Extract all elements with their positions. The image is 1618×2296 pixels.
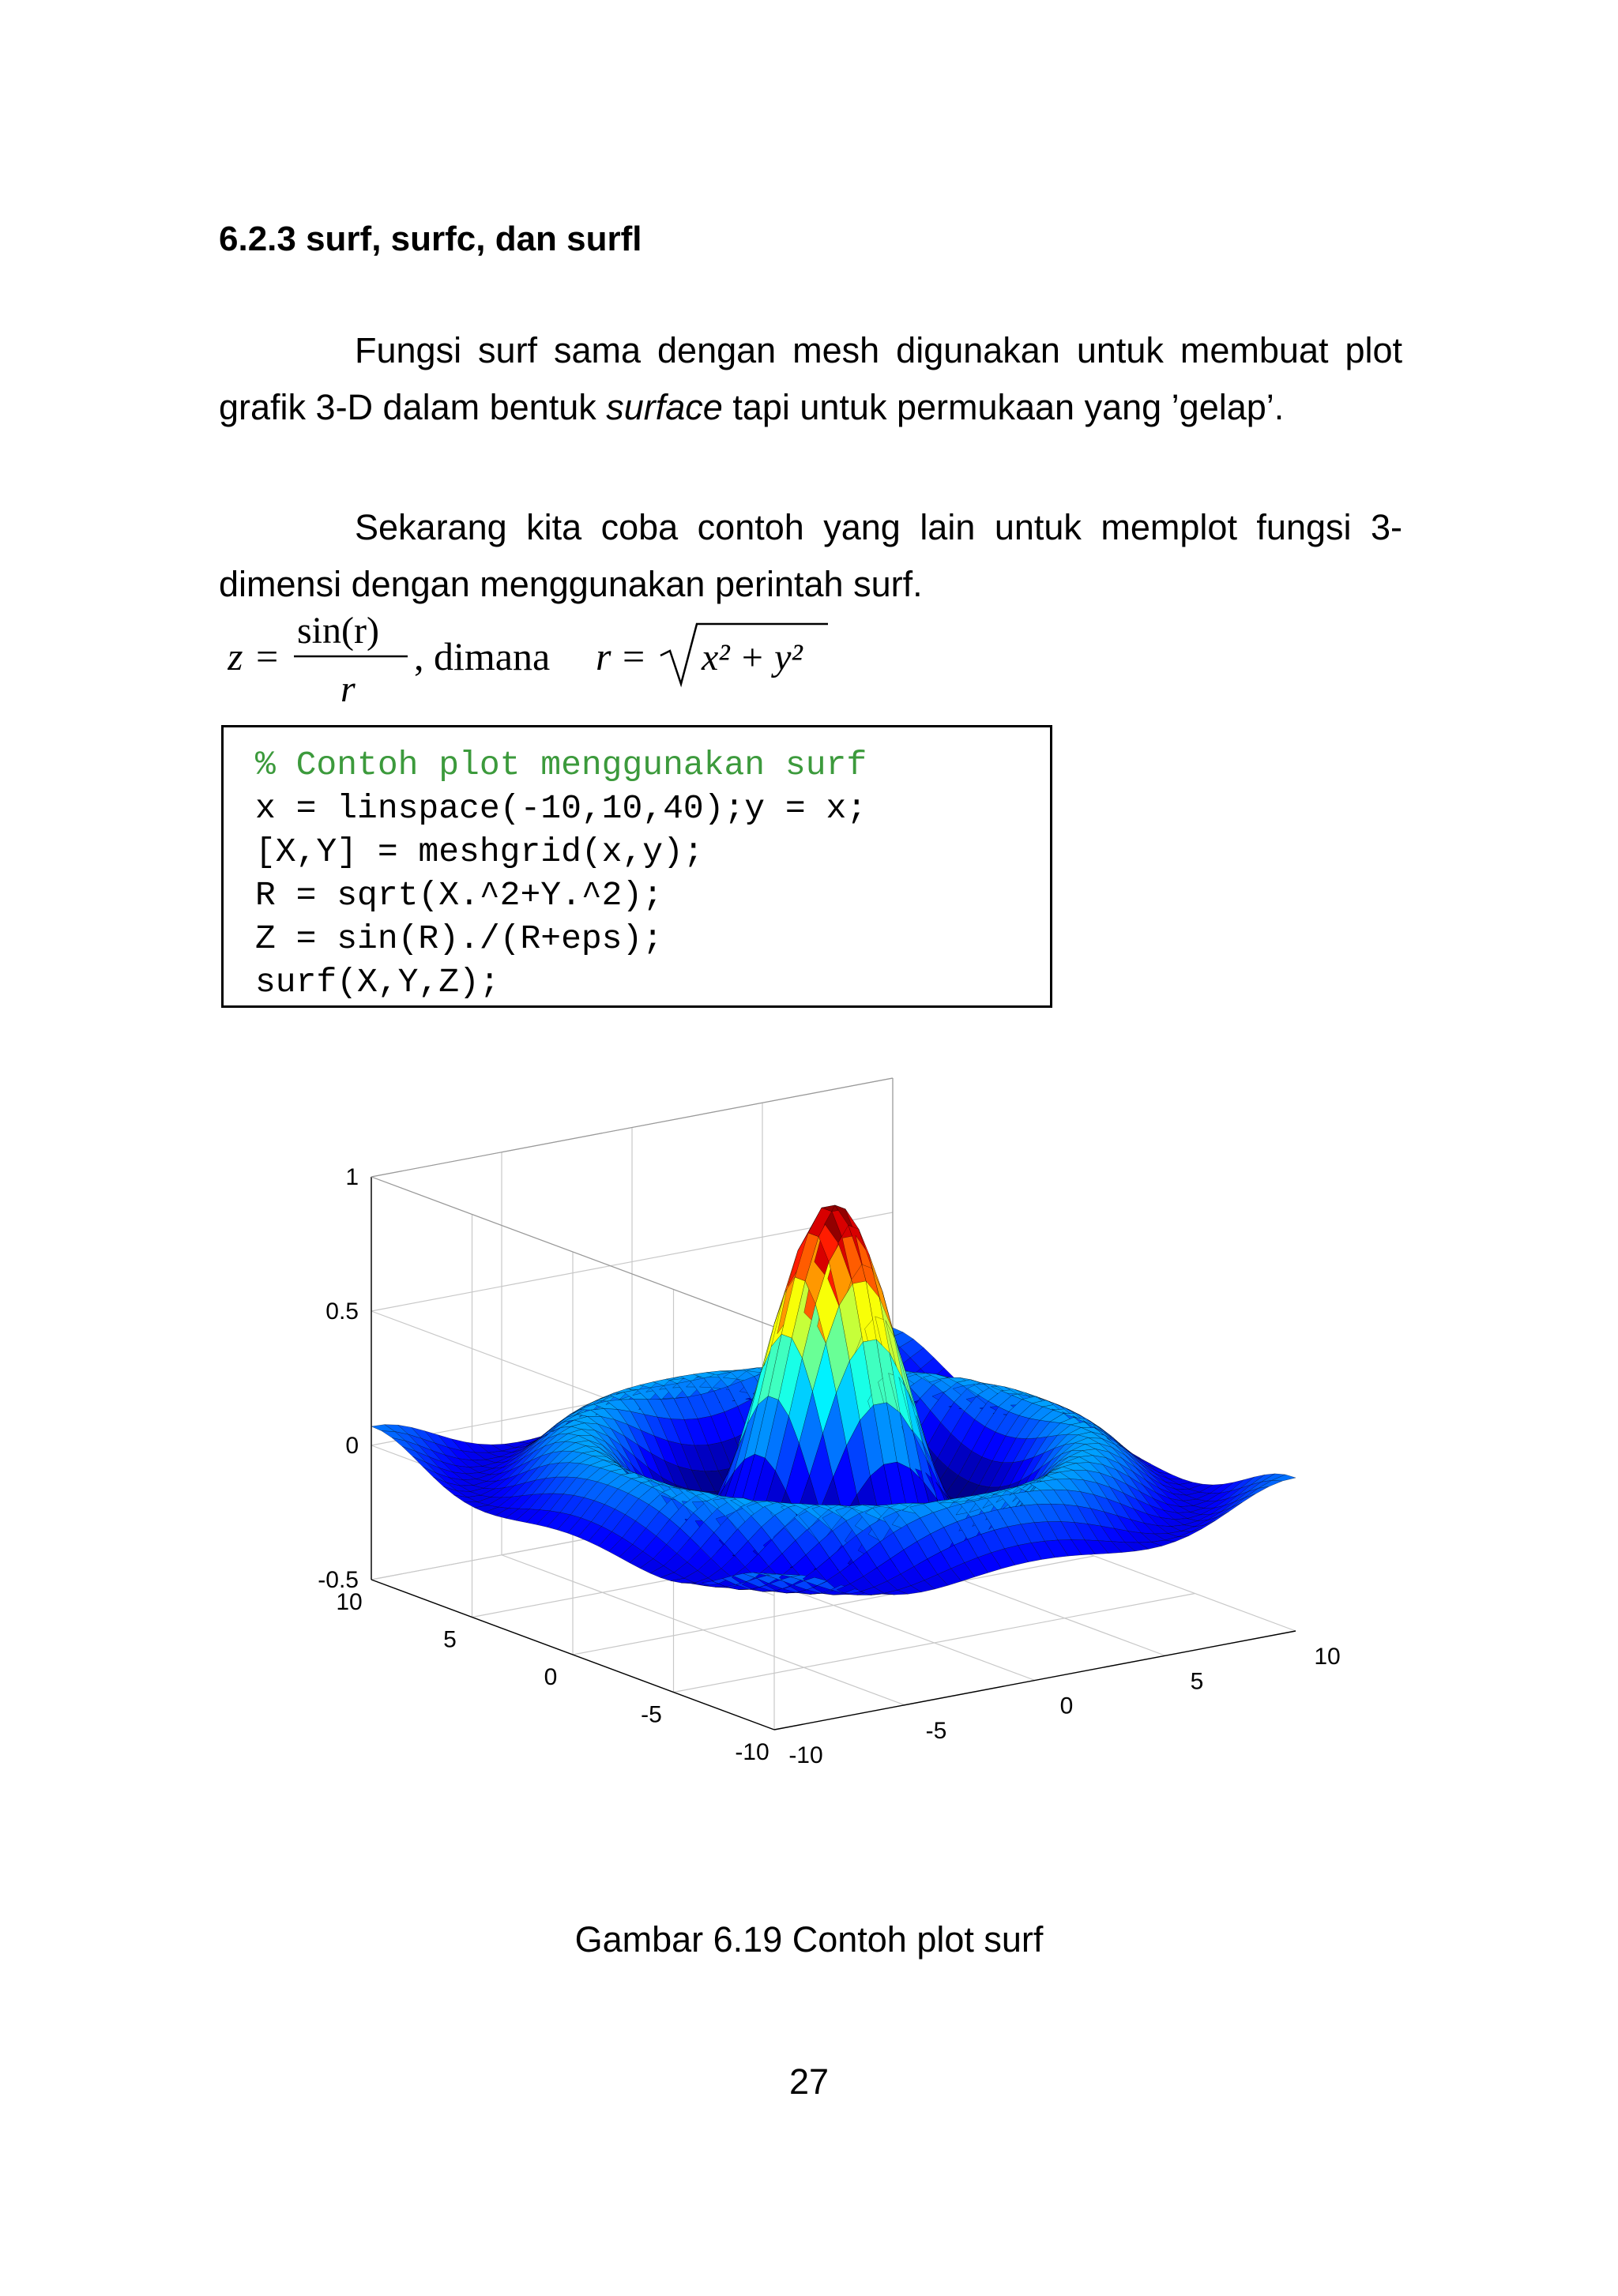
- p1-text-after: tapi untuk permukaan yang ’gelap’.: [722, 387, 1285, 427]
- y-tick-label: -5: [641, 1701, 662, 1728]
- p2-text: Sekarang kita coba contoh yang lain untuk memplot fungsi 3-dimensi dengan menggunakan perintah surf.: [219, 507, 1402, 604]
- section-heading: 6.2.3 surf, surfc, dan surfl: [219, 220, 642, 258]
- x-tick-label: 5: [1190, 1668, 1204, 1695]
- formula-equals-2: =: [623, 634, 645, 678]
- y-tick-label: 5: [443, 1626, 457, 1653]
- formula-denominator: r: [341, 668, 356, 710]
- code-line: Z = sin(R)./(R+eps);: [255, 919, 664, 958]
- code-line-comment: % Contoh plot menggunakan surf: [255, 746, 867, 784]
- z-tick-label: -0.5: [318, 1567, 359, 1593]
- surface-plot-svg: [269, 1011, 1375, 1817]
- code-line: x = linspace(-10,10,40);y = x;: [255, 789, 867, 828]
- paragraph-example-intro: [219, 499, 1402, 613]
- code-line: [X,Y] = meshgrid(x,y);: [255, 832, 704, 871]
- formula-middle: , dimana: [414, 634, 551, 678]
- x-axis-line: [774, 1631, 1296, 1730]
- code-block: [221, 725, 1052, 1008]
- figure-caption: Gambar 6.19 Contoh plot surf: [574, 1919, 1044, 1960]
- formula-lhs: z: [228, 634, 243, 678]
- z-tick-label: 0.5: [325, 1298, 359, 1325]
- code-line: R = sqrt(X.^2+Y.^2);: [255, 876, 664, 915]
- paragraph-surf-description: [219, 322, 1402, 436]
- formula-equals: =: [256, 634, 279, 678]
- y-tick-label: 10: [336, 1589, 363, 1615]
- formula-rhs-var: r: [596, 634, 611, 678]
- x-tick-label: 0: [1059, 1693, 1074, 1719]
- formula-svg: [228, 608, 860, 727]
- p1-text-before: Fungsi surf sama dengan mesh digunakan untuk membuat plot grafik 3-D dalam bentuk: [219, 330, 1402, 427]
- formula: [228, 608, 860, 727]
- surface-plot: [269, 1011, 1375, 1817]
- y-tick-label: 0: [544, 1664, 558, 1690]
- formula-numerator: sin(r): [297, 610, 379, 652]
- x-tick-label: 10: [1314, 1644, 1341, 1670]
- x-tick-label: -10: [788, 1742, 823, 1768]
- x-tick-label: -5: [925, 1717, 947, 1744]
- surface-group: [371, 1205, 1296, 1595]
- z-tick-label: 1: [345, 1164, 359, 1190]
- y-tick-label: -10: [735, 1739, 769, 1765]
- p1-italic-term: surface: [606, 387, 723, 427]
- code-line: surf(X,Y,Z);: [255, 963, 500, 1001]
- page-number: 27: [788, 2061, 830, 2102]
- z-tick-label: 0: [345, 1433, 359, 1459]
- formula-radicand: x² + y²: [702, 637, 803, 678]
